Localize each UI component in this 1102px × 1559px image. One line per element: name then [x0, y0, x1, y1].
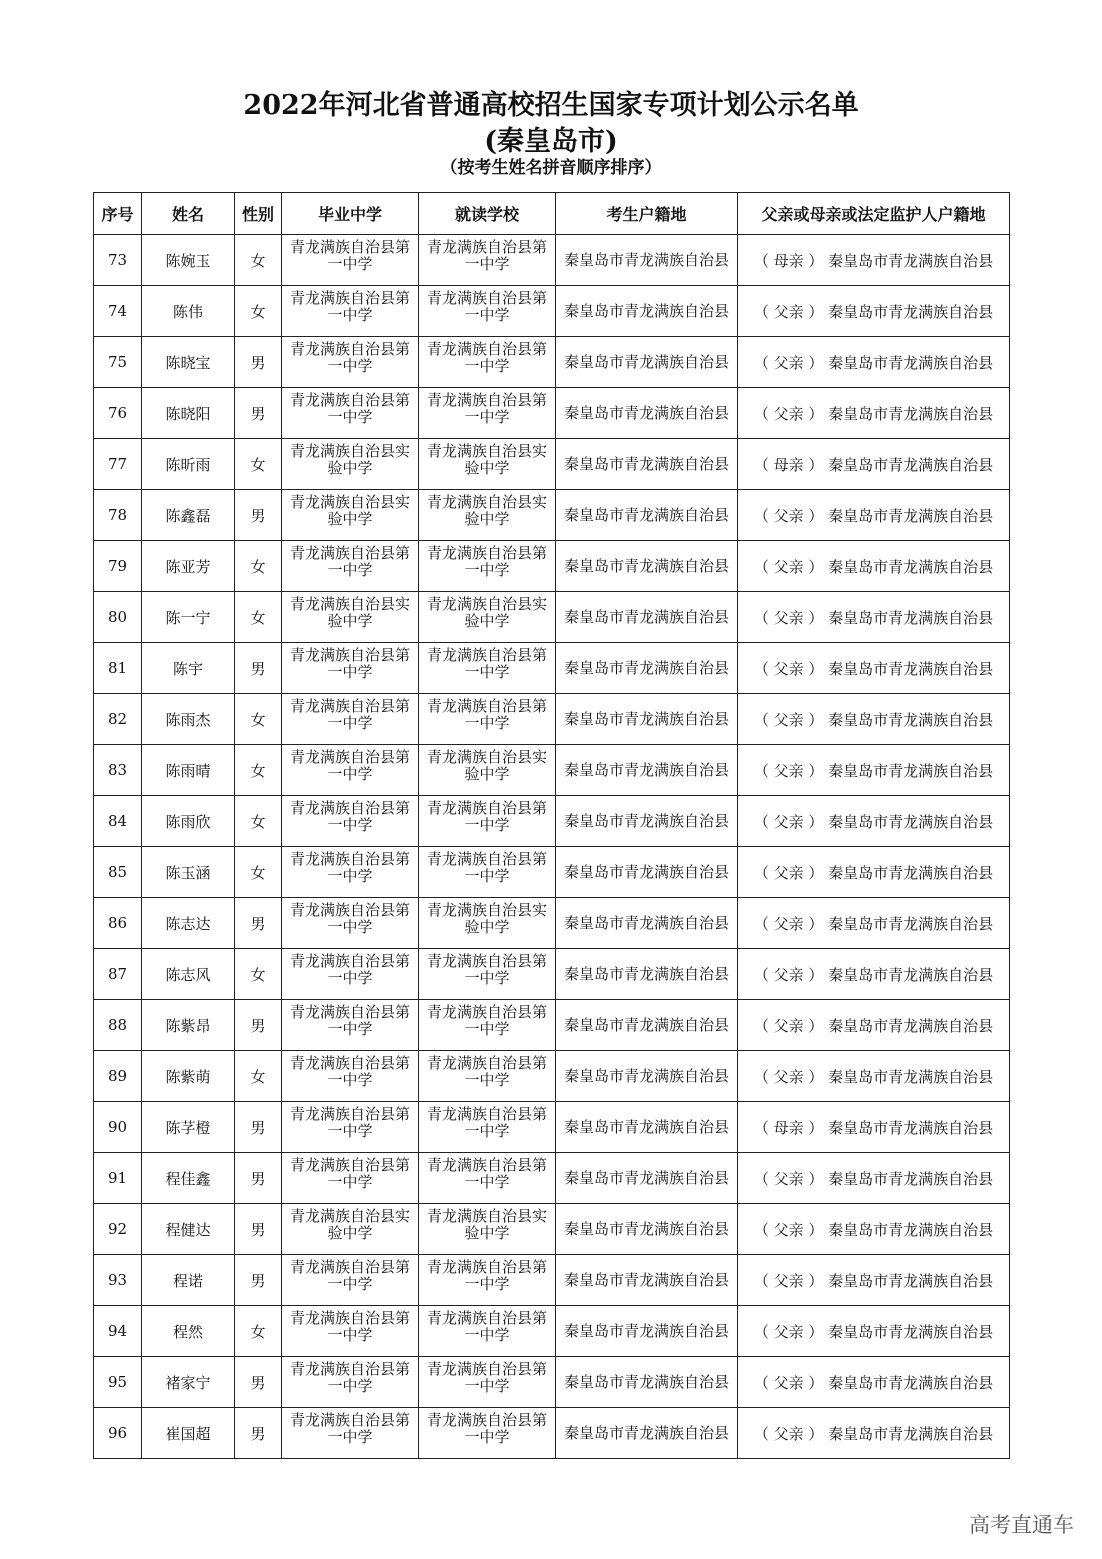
cell-hukou-text: 秦皇岛市青龙满族自治县 [563, 659, 729, 677]
cell-graduation-school [282, 643, 419, 694]
cell-hukou-text: 秦皇岛市青龙满族自治县 [563, 506, 729, 524]
cell-current-school [419, 490, 556, 541]
cell-name: 陈芓橙 [142, 1102, 235, 1153]
table-row [94, 1153, 1010, 1204]
cell-name: 陈亚芳 [142, 541, 235, 592]
cell-seq: 83 [94, 745, 142, 796]
cell-parent-hukou: （ 父亲 ） 秦皇岛市青龙满族自治县 [738, 949, 1010, 1000]
cell-parent-hukou: （ 父亲 ） 秦皇岛市青龙满族自治县 [738, 847, 1010, 898]
cell-current-school-text: 青龙满族自治县第一中学 [427, 340, 548, 375]
cell-name: 陈晓宝 [142, 337, 235, 388]
table-row [94, 1000, 1010, 1051]
cell-hukou [556, 1000, 738, 1051]
cell-graduation-school [282, 745, 419, 796]
cell-graduation-school-text: 青龙满族自治县第一中学 [290, 1054, 411, 1089]
cell-current-school [419, 898, 556, 949]
sort-note: （按考生姓名拼音顺序排序） [440, 158, 662, 178]
cell-current-school [419, 1000, 556, 1051]
cell-hukou [556, 898, 738, 949]
cell-graduation-school-text: 青龙满族自治县实验中学 [290, 493, 411, 528]
cell-name: 陈晓阳 [142, 388, 235, 439]
cell-current-school-text: 青龙满族自治县实验中学 [427, 901, 548, 936]
cell-graduation-school-text: 青龙满族自治县实验中学 [290, 1207, 411, 1242]
cell-name: 陈紫萌 [142, 1051, 235, 1102]
cell-seq: 76 [94, 388, 142, 439]
table-row [94, 796, 1010, 847]
cell-hukou [556, 286, 738, 337]
cell-graduation-school-text: 青龙满族自治县第一中学 [290, 1309, 411, 1344]
cell-current-school-text: 青龙满族自治县实验中学 [427, 748, 548, 783]
cell-graduation-school-text: 青龙满族自治县第一中学 [290, 238, 411, 273]
cell-hukou-text: 秦皇岛市青龙满族自治县 [563, 1271, 729, 1289]
cell-parent-hukou: （ 父亲 ） 秦皇岛市青龙满族自治县 [738, 1204, 1010, 1255]
cell-graduation-school [282, 1000, 419, 1051]
cell-current-school [419, 286, 556, 337]
cell-hukou-text: 秦皇岛市青龙满族自治县 [563, 812, 729, 830]
table-row [94, 643, 1010, 694]
cell-parent-hukou: （ 父亲 ） 秦皇岛市青龙满族自治县 [738, 1408, 1010, 1459]
header-hukou: 考生户籍地 [556, 193, 738, 235]
cell-hukou-text: 秦皇岛市青龙满族自治县 [563, 251, 729, 269]
cell-seq: 92 [94, 1204, 142, 1255]
table-row [94, 235, 1010, 286]
cell-parent-hukou: （ 父亲 ） 秦皇岛市青龙满族自治县 [738, 490, 1010, 541]
cell-current-school [419, 235, 556, 286]
table-row [94, 949, 1010, 1000]
cell-name: 陈紫昂 [142, 1000, 235, 1051]
cell-seq: 96 [94, 1408, 142, 1459]
cell-sex: 男 [235, 643, 282, 694]
cell-graduation-school-text: 青龙满族自治县第一中学 [290, 1258, 411, 1293]
table-row [94, 847, 1010, 898]
cell-name: 陈雨杰 [142, 694, 235, 745]
cell-seq: 77 [94, 439, 142, 490]
cell-graduation-school-text: 青龙满族自治县第一中学 [290, 697, 411, 732]
table-row [94, 541, 1010, 592]
table-body [94, 235, 1010, 1459]
cell-graduation-school [282, 235, 419, 286]
watermark: 高考直通车 [969, 1513, 1074, 1537]
cell-parent-hukou: （ 父亲 ） 秦皇岛市青龙满族自治县 [738, 898, 1010, 949]
cell-sex: 男 [235, 898, 282, 949]
cell-graduation-school-text: 青龙满族自治县第一中学 [290, 850, 411, 885]
cell-graduation-school [282, 541, 419, 592]
cell-parent-hukou: （ 父亲 ） 秦皇岛市青龙满族自治县 [738, 1153, 1010, 1204]
cell-sex: 女 [235, 745, 282, 796]
cell-hukou-text: 秦皇岛市青龙满族自治县 [563, 302, 729, 320]
cell-seq: 91 [94, 1153, 142, 1204]
cell-current-school-text: 青龙满族自治县第一中学 [427, 391, 548, 426]
cell-current-school-text: 青龙满族自治县实验中学 [427, 595, 548, 630]
cell-parent-hukou: （ 父亲 ） 秦皇岛市青龙满族自治县 [738, 286, 1010, 337]
header-name: 姓名 [142, 193, 235, 235]
cell-hukou [556, 643, 738, 694]
cell-graduation-school-text: 青龙满族自治县第一中学 [290, 340, 411, 375]
cell-seq: 82 [94, 694, 142, 745]
cell-hukou-text: 秦皇岛市青龙满族自治县 [563, 404, 729, 422]
cell-graduation-school-text: 青龙满族自治县实验中学 [290, 442, 411, 477]
cell-current-school [419, 1306, 556, 1357]
cell-hukou [556, 388, 738, 439]
cell-current-school-text: 青龙满族自治县实验中学 [427, 442, 548, 477]
cell-graduation-school [282, 388, 419, 439]
cell-parent-hukou: （ 母亲 ） 秦皇岛市青龙满族自治县 [738, 439, 1010, 490]
cell-name: 陈志达 [142, 898, 235, 949]
cell-current-school [419, 694, 556, 745]
header-seq: 序号 [94, 193, 142, 235]
cell-hukou-text: 秦皇岛市青龙满族自治县 [563, 1220, 729, 1238]
cell-hukou-text: 秦皇岛市青龙满族自治县 [563, 965, 729, 983]
cell-hukou [556, 1051, 738, 1102]
cell-hukou-text: 秦皇岛市青龙满族自治县 [563, 1169, 729, 1187]
header-graduation-school: 毕业中学 [282, 193, 419, 235]
cell-hukou [556, 745, 738, 796]
cell-current-school [419, 1357, 556, 1408]
cell-graduation-school [282, 1255, 419, 1306]
cell-sex: 女 [235, 847, 282, 898]
cell-graduation-school [282, 847, 419, 898]
cell-graduation-school [282, 1051, 419, 1102]
cell-hukou [556, 235, 738, 286]
cell-graduation-school-text: 青龙满族自治县第一中学 [290, 799, 411, 834]
cell-hukou-text: 秦皇岛市青龙满族自治县 [563, 608, 729, 626]
cell-seq: 84 [94, 796, 142, 847]
cell-parent-hukou: （ 父亲 ） 秦皇岛市青龙满族自治县 [738, 541, 1010, 592]
cell-current-school-text: 青龙满族自治县第一中学 [427, 1054, 548, 1089]
cell-sex: 男 [235, 1357, 282, 1408]
cell-parent-hukou: （ 母亲 ） 秦皇岛市青龙满族自治县 [738, 235, 1010, 286]
cell-current-school [419, 745, 556, 796]
cell-sex: 女 [235, 592, 282, 643]
cell-sex: 女 [235, 694, 282, 745]
cell-sex: 女 [235, 439, 282, 490]
cell-name: 陈志风 [142, 949, 235, 1000]
cell-graduation-school-text: 青龙满族自治县第一中学 [290, 544, 411, 579]
cell-parent-hukou: （ 父亲 ） 秦皇岛市青龙满族自治县 [738, 592, 1010, 643]
cell-sex: 男 [235, 1408, 282, 1459]
cell-current-school-text: 青龙满族自治县实验中学 [427, 493, 548, 528]
cell-hukou-text: 秦皇岛市青龙满族自治县 [563, 1373, 729, 1391]
cell-graduation-school-text: 青龙满族自治县第一中学 [290, 952, 411, 987]
cell-hukou [556, 439, 738, 490]
header-sex: 性别 [235, 193, 282, 235]
cell-graduation-school [282, 1102, 419, 1153]
cell-parent-hukou: （ 父亲 ） 秦皇岛市青龙满族自治县 [738, 337, 1010, 388]
cell-seq: 94 [94, 1306, 142, 1357]
cell-graduation-school-text: 青龙满族自治县第一中学 [290, 1360, 411, 1395]
cell-seq: 87 [94, 949, 142, 1000]
cell-name: 陈玉涵 [142, 847, 235, 898]
cell-name: 崔国超 [142, 1408, 235, 1459]
cell-hukou-text: 秦皇岛市青龙满族自治县 [563, 1016, 729, 1034]
cell-name: 褚家宁 [142, 1357, 235, 1408]
header-parent-hukou: 父亲或母亲或法定监护人户籍地 [738, 193, 1010, 235]
cell-current-school [419, 1153, 556, 1204]
cell-sex: 男 [235, 388, 282, 439]
cell-hukou [556, 1204, 738, 1255]
cell-sex: 男 [235, 337, 282, 388]
cell-hukou-text: 秦皇岛市青龙满族自治县 [563, 863, 729, 881]
cell-hukou [556, 847, 738, 898]
cell-graduation-school [282, 694, 419, 745]
cell-graduation-school [282, 1357, 419, 1408]
cell-seq: 85 [94, 847, 142, 898]
cell-hukou-text: 秦皇岛市青龙满族自治县 [563, 1067, 729, 1085]
cell-current-school [419, 847, 556, 898]
cell-seq: 93 [94, 1255, 142, 1306]
cell-hukou [556, 490, 738, 541]
cell-name: 陈雨晴 [142, 745, 235, 796]
cell-hukou-text: 秦皇岛市青龙满族自治县 [563, 1118, 729, 1136]
cell-graduation-school [282, 1153, 419, 1204]
cell-sex: 男 [235, 1153, 282, 1204]
cell-parent-hukou: （ 父亲 ） 秦皇岛市青龙满族自治县 [738, 1357, 1010, 1408]
cell-hukou [556, 796, 738, 847]
cell-seq: 95 [94, 1357, 142, 1408]
cell-current-school-text: 青龙满族自治县第一中学 [427, 799, 548, 834]
cell-graduation-school-text: 青龙满族自治县第一中学 [290, 289, 411, 324]
cell-hukou [556, 541, 738, 592]
cell-graduation-school-text: 青龙满族自治县第一中学 [290, 1411, 411, 1446]
cell-current-school [419, 643, 556, 694]
cell-hukou-text: 秦皇岛市青龙满族自治县 [563, 710, 729, 728]
cell-current-school-text: 青龙满族自治县第一中学 [427, 1360, 548, 1395]
cell-hukou [556, 1255, 738, 1306]
cell-parent-hukou: （ 父亲 ） 秦皇岛市青龙满族自治县 [738, 1306, 1010, 1357]
cell-hukou-text: 秦皇岛市青龙满族自治县 [563, 557, 729, 575]
cell-current-school [419, 541, 556, 592]
cell-sex: 女 [235, 1306, 282, 1357]
table-row [94, 490, 1010, 541]
cell-current-school [419, 796, 556, 847]
table-row [94, 1255, 1010, 1306]
cell-seq: 75 [94, 337, 142, 388]
cell-current-school-text: 青龙满族自治县实验中学 [427, 1207, 548, 1242]
cell-seq: 79 [94, 541, 142, 592]
cell-current-school-text: 青龙满族自治县第一中学 [427, 1105, 548, 1140]
cell-graduation-school [282, 898, 419, 949]
cell-parent-hukou: （ 父亲 ） 秦皇岛市青龙满族自治县 [738, 1000, 1010, 1051]
cell-current-school-text: 青龙满族自治县第一中学 [427, 952, 548, 987]
document-subtitle: (秦皇岛市) [484, 126, 618, 157]
cell-hukou [556, 1408, 738, 1459]
cell-current-school-text: 青龙满族自治县第一中学 [427, 1258, 548, 1293]
cell-graduation-school [282, 439, 419, 490]
cell-graduation-school [282, 1408, 419, 1459]
cell-hukou-text: 秦皇岛市青龙满族自治县 [563, 1424, 729, 1442]
cell-name: 陈一宁 [142, 592, 235, 643]
cell-graduation-school-text: 青龙满族自治县第一中学 [290, 748, 411, 783]
table-row [94, 1408, 1010, 1459]
cell-name: 陈昕雨 [142, 439, 235, 490]
cell-parent-hukou: （ 父亲 ） 秦皇岛市青龙满族自治县 [738, 694, 1010, 745]
cell-seq: 86 [94, 898, 142, 949]
cell-graduation-school [282, 286, 419, 337]
cell-sex: 男 [235, 1000, 282, 1051]
cell-sex: 女 [235, 796, 282, 847]
cell-hukou-text: 秦皇岛市青龙满族自治县 [563, 455, 729, 473]
cell-current-school [419, 592, 556, 643]
cell-parent-hukou: （ 父亲 ） 秦皇岛市青龙满族自治县 [738, 1255, 1010, 1306]
cell-current-school-text: 青龙满族自治县第一中学 [427, 544, 548, 579]
table-row [94, 745, 1010, 796]
cell-name: 陈雨欣 [142, 796, 235, 847]
cell-current-school [419, 1204, 556, 1255]
cell-graduation-school-text: 青龙满族自治县第一中学 [290, 391, 411, 426]
cell-parent-hukou: （ 父亲 ） 秦皇岛市青龙满族自治县 [738, 796, 1010, 847]
cell-hukou [556, 1153, 738, 1204]
cell-graduation-school [282, 796, 419, 847]
cell-sex: 女 [235, 1051, 282, 1102]
cell-parent-hukou: （ 母亲 ） 秦皇岛市青龙满族自治县 [738, 1102, 1010, 1153]
cell-current-school-text: 青龙满族自治县第一中学 [427, 289, 548, 324]
cell-seq: 80 [94, 592, 142, 643]
cell-hukou [556, 1306, 738, 1357]
table-row [94, 1306, 1010, 1357]
cell-graduation-school [282, 337, 419, 388]
cell-seq: 89 [94, 1051, 142, 1102]
cell-graduation-school-text: 青龙满族自治县第一中学 [290, 646, 411, 681]
table-row [94, 439, 1010, 490]
cell-hukou [556, 1357, 738, 1408]
cell-name: 程诺 [142, 1255, 235, 1306]
cell-current-school [419, 1255, 556, 1306]
cell-graduation-school-text: 青龙满族自治县第一中学 [290, 1003, 411, 1038]
cell-graduation-school-text: 青龙满族自治县第一中学 [290, 1105, 411, 1140]
cell-current-school-text: 青龙满族自治县第一中学 [427, 697, 548, 732]
cell-current-school-text: 青龙满族自治县第一中学 [427, 238, 548, 273]
cell-sex: 女 [235, 235, 282, 286]
cell-name: 陈伟 [142, 286, 235, 337]
cell-hukou-text: 秦皇岛市青龙满族自治县 [563, 1322, 729, 1340]
table-row [94, 694, 1010, 745]
cell-parent-hukou: （ 父亲 ） 秦皇岛市青龙满族自治县 [738, 1051, 1010, 1102]
cell-current-school [419, 949, 556, 1000]
cell-graduation-school [282, 1306, 419, 1357]
cell-hukou [556, 337, 738, 388]
cell-graduation-school-text: 青龙满族自治县第一中学 [290, 901, 411, 936]
cell-current-school [419, 1102, 556, 1153]
cell-hukou [556, 694, 738, 745]
cell-graduation-school [282, 490, 419, 541]
cell-name: 陈鑫磊 [142, 490, 235, 541]
table-row [94, 1051, 1010, 1102]
cell-current-school-text: 青龙满族自治县第一中学 [427, 1156, 548, 1191]
cell-sex: 女 [235, 286, 282, 337]
cell-hukou-text: 秦皇岛市青龙满族自治县 [563, 761, 729, 779]
cell-name: 程然 [142, 1306, 235, 1357]
cell-parent-hukou: （ 父亲 ） 秦皇岛市青龙满族自治县 [738, 388, 1010, 439]
cell-hukou-text: 秦皇岛市青龙满族自治县 [563, 353, 729, 371]
cell-graduation-school-text: 青龙满族自治县第一中学 [290, 1156, 411, 1191]
table-row [94, 1102, 1010, 1153]
header-current-school: 就读学校 [419, 193, 556, 235]
table-row [94, 898, 1010, 949]
document-title: 2022年河北省普通高校招生国家专项计划公示名单 [243, 90, 859, 121]
cell-seq: 74 [94, 286, 142, 337]
cell-current-school [419, 337, 556, 388]
cell-current-school [419, 1408, 556, 1459]
cell-sex: 男 [235, 1255, 282, 1306]
cell-sex: 男 [235, 1204, 282, 1255]
cell-seq: 78 [94, 490, 142, 541]
cell-seq: 73 [94, 235, 142, 286]
cell-name: 陈婉玉 [142, 235, 235, 286]
cell-parent-hukou: （ 父亲 ） 秦皇岛市青龙满族自治县 [738, 643, 1010, 694]
table-row [94, 337, 1010, 388]
cell-sex: 男 [235, 1102, 282, 1153]
cell-hukou [556, 1102, 738, 1153]
cell-current-school-text: 青龙满族自治县第一中学 [427, 1309, 548, 1344]
cell-graduation-school-text: 青龙满族自治县实验中学 [290, 595, 411, 630]
cell-name: 陈宇 [142, 643, 235, 694]
table-row [94, 592, 1010, 643]
table-row [94, 1357, 1010, 1408]
cell-hukou [556, 949, 738, 1000]
cell-current-school [419, 388, 556, 439]
cell-name: 程健达 [142, 1204, 235, 1255]
cell-parent-hukou: （ 父亲 ） 秦皇岛市青龙满族自治县 [738, 745, 1010, 796]
table-header-row [94, 193, 1010, 235]
table-row [94, 1204, 1010, 1255]
cell-graduation-school [282, 592, 419, 643]
cell-seq: 88 [94, 1000, 142, 1051]
cell-current-school [419, 439, 556, 490]
cell-seq: 81 [94, 643, 142, 694]
cell-seq: 90 [94, 1102, 142, 1153]
cell-current-school-text: 青龙满族自治县第一中学 [427, 1003, 548, 1038]
cell-hukou-text: 秦皇岛市青龙满族自治县 [563, 914, 729, 932]
cell-hukou [556, 592, 738, 643]
cell-sex: 女 [235, 541, 282, 592]
roster-table [93, 192, 1010, 1459]
cell-current-school-text: 青龙满族自治县第一中学 [427, 850, 548, 885]
cell-sex: 男 [235, 490, 282, 541]
cell-current-school-text: 青龙满族自治县第一中学 [427, 1411, 548, 1446]
cell-name: 程佳鑫 [142, 1153, 235, 1204]
table-row [94, 388, 1010, 439]
cell-current-school [419, 1051, 556, 1102]
table-row [94, 286, 1010, 337]
cell-current-school-text: 青龙满族自治县第一中学 [427, 646, 548, 681]
cell-graduation-school [282, 1204, 419, 1255]
cell-sex: 女 [235, 949, 282, 1000]
cell-graduation-school [282, 949, 419, 1000]
